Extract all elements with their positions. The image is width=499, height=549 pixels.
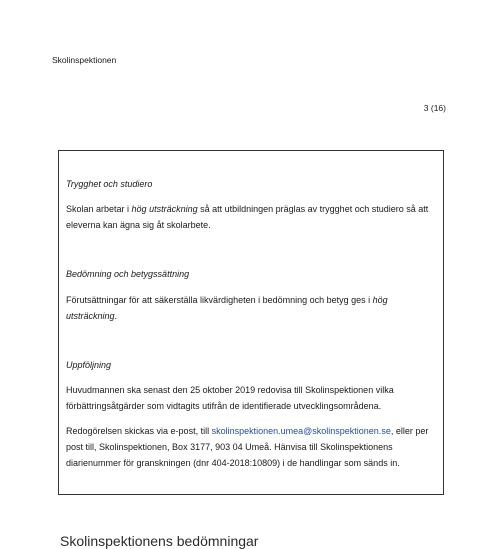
header-organization: Skolinspektionen <box>52 55 117 65</box>
emphasis-text: hög utsträckning <box>131 204 198 214</box>
section-text-bedomning: Förutsättningar för att säkerställa likvärdigheten i bedömning och betyg ges i hög utsträckning. <box>66 295 388 321</box>
page-number: 3 (16) <box>423 103 446 113</box>
emphasis-text: hög utsträckning <box>66 295 388 321</box>
section-title-uppfoljning: Uppföljning <box>66 360 112 370</box>
summary-box <box>58 150 444 495</box>
section-title-bedomning: Bedömning och betygssättning <box>66 269 190 279</box>
section-title-trygghet: Trygghet och studiero <box>66 179 153 189</box>
section-text-uppfoljning-1: Huvudmannen ska senast den 25 oktober 2019 redovisa till Skolinspektionen vilka förbättringsåtgärder som vidtagits utifrån de identifierade utvecklingsområdena. <box>66 385 394 411</box>
section-text-trygghet: Skolan arbetar i hög utsträckning så att utbildningen präglas av trygghet och studiero så att eleverna kan ägna sig åt skolarbete. <box>66 204 429 230</box>
section-heading-bedomningar: Skolinspektionens bedömningar <box>60 533 259 549</box>
email-link[interactable]: skolinspektionen.umea@skolinspektionen.se <box>211 426 391 436</box>
section-text-uppfoljning-2: Redogörelsen skickas via e-post, till skolinspektionen.umea@skolinspektionen.se, eller per post till, Skolinspektionen, Box 3177, 903 04 Umeå. Hänvisa till Skolinspektionens diarienummer för granskningen (dnr 404-2018:10809) i de handlingar som sänds in. <box>66 426 429 468</box>
